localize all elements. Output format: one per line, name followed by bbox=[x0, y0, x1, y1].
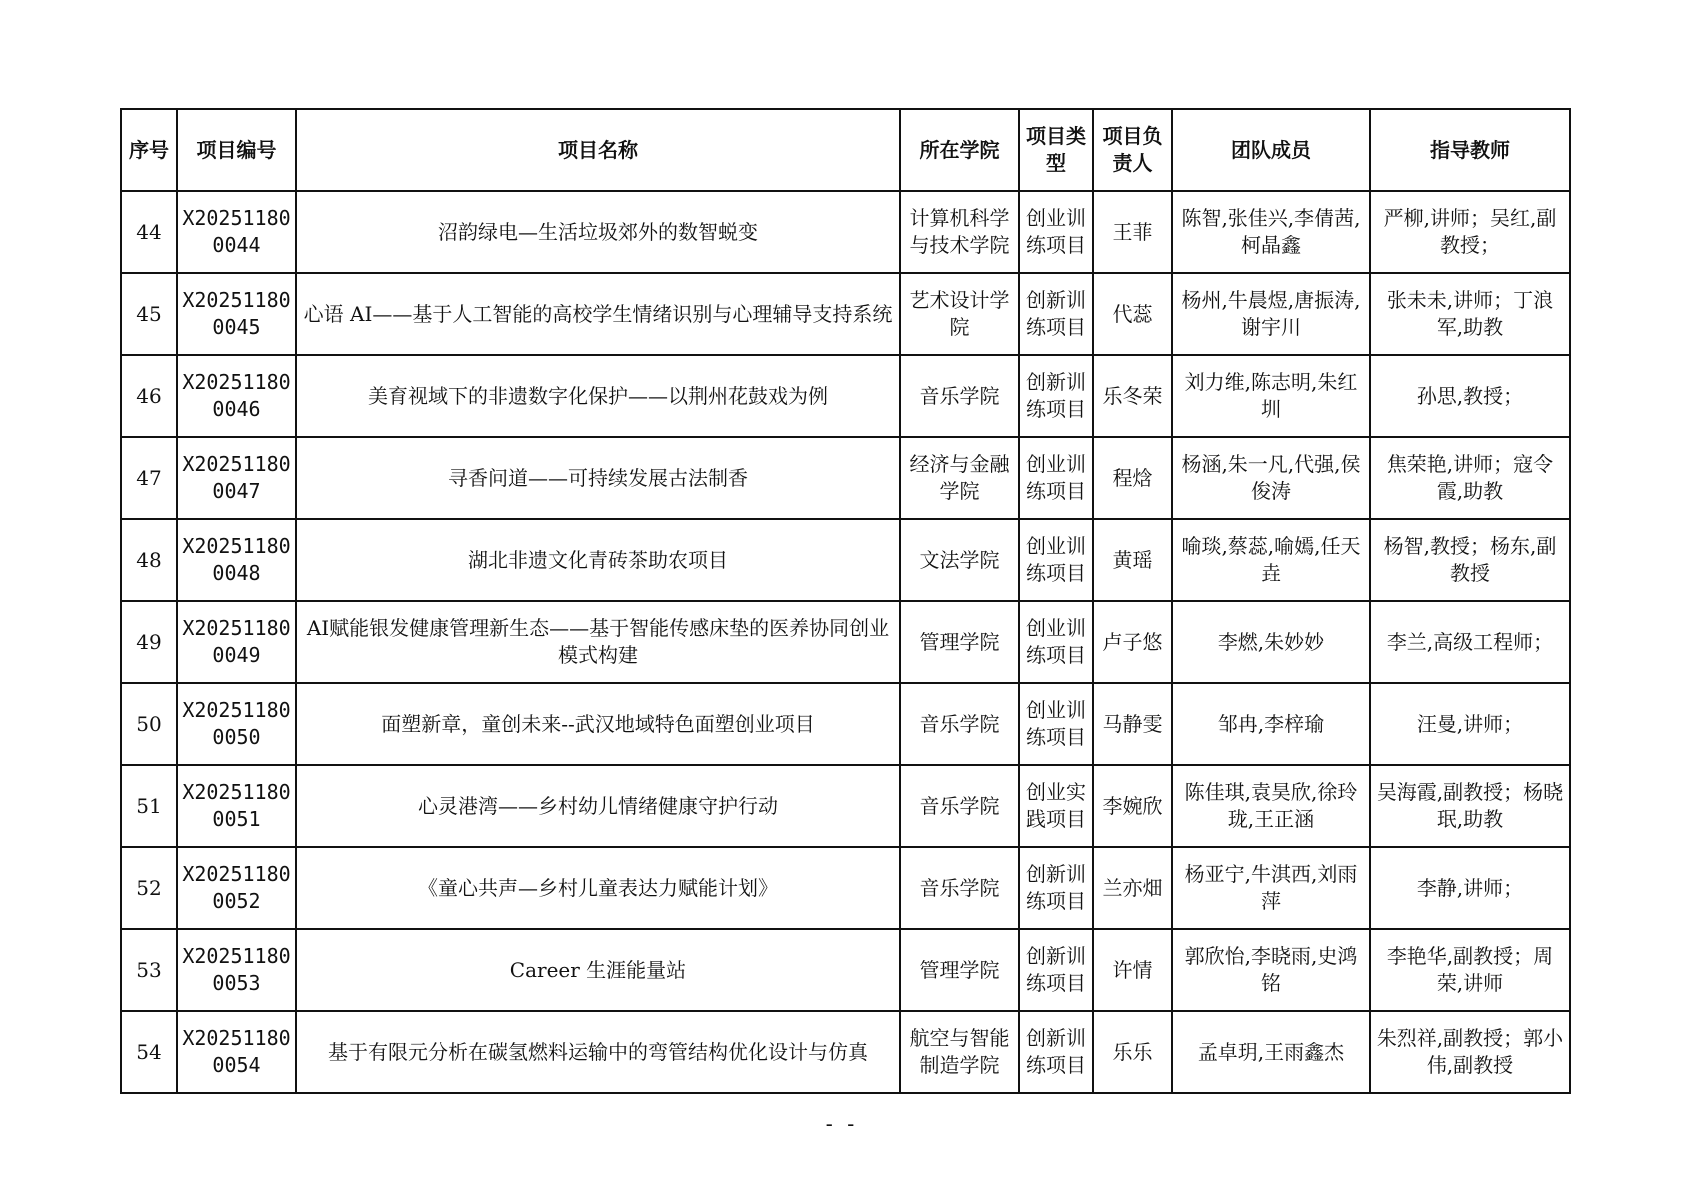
cell-code: X202511800045 bbox=[177, 273, 296, 355]
cell-members: 陈智,张佳兴,李倩茜,柯晶鑫 bbox=[1172, 191, 1370, 273]
cell-code: X202511800053 bbox=[177, 929, 296, 1011]
cell-leader: 马静雯 bbox=[1093, 683, 1172, 765]
cell-advisor: 朱烈祥,副教授；郭小伟,副教授 bbox=[1370, 1011, 1570, 1093]
cell-college: 音乐学院 bbox=[900, 765, 1019, 847]
cell-code: X202511800052 bbox=[177, 847, 296, 929]
table-row bbox=[121, 355, 1570, 437]
cell-leader: 乐乐 bbox=[1093, 1011, 1172, 1093]
cell-type: 创新训练项目 bbox=[1019, 1011, 1093, 1093]
cell-advisor: 李兰,高级工程师； bbox=[1370, 601, 1570, 683]
cell-advisor: 汪曼,讲师； bbox=[1370, 683, 1570, 765]
cell-members: 杨涵,朱一凡,代强,侯俊涛 bbox=[1172, 437, 1370, 519]
cell-leader: 乐冬荣 bbox=[1093, 355, 1172, 437]
cell-members: 喻琰,蔡蕊,喻嫣,任天垚 bbox=[1172, 519, 1370, 601]
cell-type: 创业实践项目 bbox=[1019, 765, 1093, 847]
cell-type: 创业训练项目 bbox=[1019, 519, 1093, 601]
table-row bbox=[121, 683, 1570, 765]
cell-members: 李燃,朱妙妙 bbox=[1172, 601, 1370, 683]
table-row bbox=[121, 1011, 1570, 1093]
cell-leader: 王菲 bbox=[1093, 191, 1172, 273]
cell-members: 杨亚宁,牛淇西,刘雨萍 bbox=[1172, 847, 1370, 929]
cell-type: 创业训练项目 bbox=[1019, 601, 1093, 683]
cell-advisor: 杨智,教授；杨东,副教授 bbox=[1370, 519, 1570, 601]
cell-code: X202511800048 bbox=[177, 519, 296, 601]
cell-advisor: 严柳,讲师；吴红,副教授； bbox=[1370, 191, 1570, 273]
cell-index: 54 bbox=[121, 1011, 177, 1093]
table-row bbox=[121, 929, 1570, 1011]
cell-college: 管理学院 bbox=[900, 929, 1019, 1011]
cell-index: 47 bbox=[121, 437, 177, 519]
cell-name: 美育视域下的非遗数字化保护——以荆州花鼓戏为例 bbox=[296, 355, 900, 437]
cell-code: X202511800054 bbox=[177, 1011, 296, 1093]
cell-index: 50 bbox=[121, 683, 177, 765]
cell-type: 创业训练项目 bbox=[1019, 191, 1093, 273]
cell-index: 46 bbox=[121, 355, 177, 437]
cell-name: 心语 AI——基于人工智能的高校学生情绪识别与心理辅导支持系统 bbox=[296, 273, 900, 355]
header-name: 项目名称 bbox=[296, 109, 900, 191]
table-row bbox=[121, 519, 1570, 601]
cell-advisor: 张未未,讲师；丁浪军,助教 bbox=[1370, 273, 1570, 355]
cell-college: 文法学院 bbox=[900, 519, 1019, 601]
table-row bbox=[121, 191, 1570, 273]
table-row bbox=[121, 437, 1570, 519]
cell-name: 沼韵绿电—生活垃圾郊外的数智蜕变 bbox=[296, 191, 900, 273]
table-row bbox=[121, 765, 1570, 847]
cell-index: 51 bbox=[121, 765, 177, 847]
cell-college: 经济与金融学院 bbox=[900, 437, 1019, 519]
header-index: 序号 bbox=[121, 109, 177, 191]
cell-code: X202511800049 bbox=[177, 601, 296, 683]
project-table bbox=[120, 108, 1571, 1094]
cell-type: 创业训练项目 bbox=[1019, 437, 1093, 519]
header-type: 项目类型 bbox=[1019, 109, 1093, 191]
cell-leader: 卢子悠 bbox=[1093, 601, 1172, 683]
table-row bbox=[121, 273, 1570, 355]
cell-advisor: 吴海霞,副教授；杨晓珉,助教 bbox=[1370, 765, 1570, 847]
cell-code: X202511800050 bbox=[177, 683, 296, 765]
cell-name: AI赋能银发健康管理新生态——基于智能传感床垫的医养协同创业模式构建 bbox=[296, 601, 900, 683]
page-number-marker: - - bbox=[825, 1112, 859, 1136]
cell-college: 音乐学院 bbox=[900, 847, 1019, 929]
cell-college: 管理学院 bbox=[900, 601, 1019, 683]
cell-leader: 黄瑶 bbox=[1093, 519, 1172, 601]
cell-index: 49 bbox=[121, 601, 177, 683]
cell-code: X202511800051 bbox=[177, 765, 296, 847]
cell-name: Career 生涯能量站 bbox=[296, 929, 900, 1011]
cell-college: 音乐学院 bbox=[900, 683, 1019, 765]
cell-leader: 兰亦畑 bbox=[1093, 847, 1172, 929]
cell-leader: 许情 bbox=[1093, 929, 1172, 1011]
cell-type: 创新训练项目 bbox=[1019, 355, 1093, 437]
cell-college: 计算机科学与技术学院 bbox=[900, 191, 1019, 273]
cell-type: 创新训练项目 bbox=[1019, 929, 1093, 1011]
cell-college: 航空与智能制造学院 bbox=[900, 1011, 1019, 1093]
cell-index: 48 bbox=[121, 519, 177, 601]
cell-leader: 程焓 bbox=[1093, 437, 1172, 519]
cell-members: 刘力维,陈志明,朱红圳 bbox=[1172, 355, 1370, 437]
cell-advisor: 孙思,教授； bbox=[1370, 355, 1570, 437]
cell-leader: 代蕊 bbox=[1093, 273, 1172, 355]
cell-advisor: 焦荣艳,讲师；寇令霞,助教 bbox=[1370, 437, 1570, 519]
cell-name: 湖北非遗文化青砖茶助农项目 bbox=[296, 519, 900, 601]
cell-members: 杨州,牛晨煜,唐振涛,谢宇川 bbox=[1172, 273, 1370, 355]
header-code: 项目编号 bbox=[177, 109, 296, 191]
cell-college: 艺术设计学院 bbox=[900, 273, 1019, 355]
cell-advisor: 李静,讲师； bbox=[1370, 847, 1570, 929]
cell-type: 创业训练项目 bbox=[1019, 683, 1093, 765]
table-row bbox=[121, 847, 1570, 929]
cell-leader: 李婉欣 bbox=[1093, 765, 1172, 847]
cell-code: X202511800046 bbox=[177, 355, 296, 437]
cell-members: 陈佳琪,袁昊欣,徐玲珑,王正涵 bbox=[1172, 765, 1370, 847]
cell-index: 44 bbox=[121, 191, 177, 273]
cell-advisor: 李艳华,副教授；周荣,讲师 bbox=[1370, 929, 1570, 1011]
cell-type: 创新训练项目 bbox=[1019, 847, 1093, 929]
cell-members: 邹冉,李梓瑜 bbox=[1172, 683, 1370, 765]
header-row bbox=[121, 109, 1570, 191]
header-advisor: 指导教师 bbox=[1370, 109, 1570, 191]
header-leader: 项目负责人 bbox=[1093, 109, 1172, 191]
cell-members: 郭欣怡,李晓雨,史鸿铭 bbox=[1172, 929, 1370, 1011]
cell-code: X202511800044 bbox=[177, 191, 296, 273]
cell-name: 面塑新章，童创未来--武汉地域特色面塑创业项目 bbox=[296, 683, 900, 765]
cell-members: 孟卓玥,王雨鑫杰 bbox=[1172, 1011, 1370, 1093]
cell-college: 音乐学院 bbox=[900, 355, 1019, 437]
header-college: 所在学院 bbox=[900, 109, 1019, 191]
cell-index: 53 bbox=[121, 929, 177, 1011]
cell-name: 心灵港湾——乡村幼儿情绪健康守护行动 bbox=[296, 765, 900, 847]
header-members: 团队成员 bbox=[1172, 109, 1370, 191]
cell-name: 《童心共声—乡村儿童表达力赋能计划》 bbox=[296, 847, 900, 929]
cell-name: 寻香问道——可持续发展古法制香 bbox=[296, 437, 900, 519]
cell-name: 基于有限元分析在碳氢燃料运输中的弯管结构优化设计与仿真 bbox=[296, 1011, 900, 1093]
cell-index: 45 bbox=[121, 273, 177, 355]
cell-type: 创新训练项目 bbox=[1019, 273, 1093, 355]
cell-index: 52 bbox=[121, 847, 177, 929]
table-row bbox=[121, 601, 1570, 683]
cell-code: X202511800047 bbox=[177, 437, 296, 519]
